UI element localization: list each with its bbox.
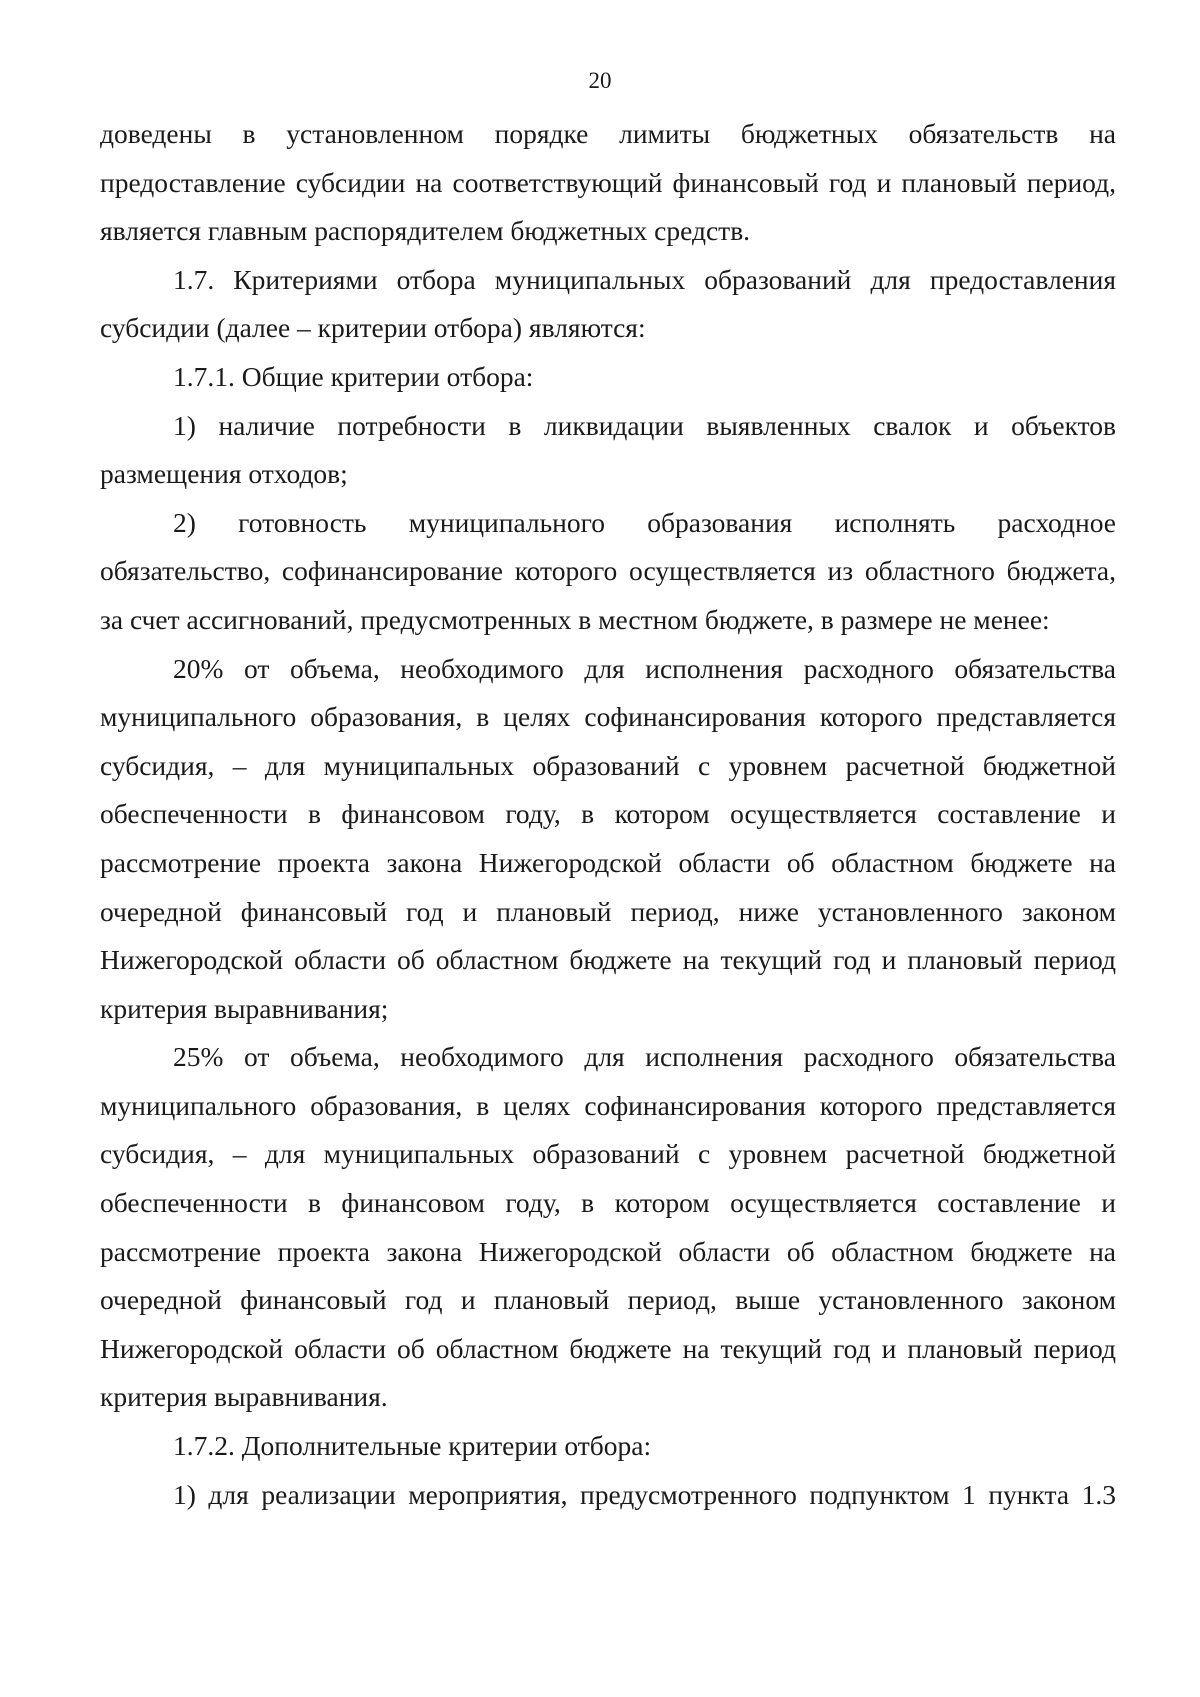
paragraph-20-percent: 20% от объема, необходимого для исполнения расходного обязательства муниципального образования, в целях софинансирования которого представляется субсидия, – для муниципальных образований с уровнем расчетной бюджетной обеспеченности в финансовом году, в котором осуществляется составление и рассмотрение проекта закона Нижегородской области об областном бюджете на очередной финансовый год и плановый период, ниже установленного законом Нижегородской области об областном бюджете на текущий год и плановый период критерия выравнивания; [100,652,1116,1024]
paragraph-additional-criteria-heading: 1.7.2. Дополнительные критерии отбора: [173,1430,652,1462]
paragraph-criterion-2: 2) готовность муниципального образования исполнять расходное обязательство, софинансирование которого осуществляется из областного бюджета, за счет ассигнований, предусмотренных в местном бюджете, в размере не менее: [100,506,1116,635]
paragraph-general-criteria-heading: 1.7.1. Общие критерии отбора: [173,360,534,392]
paragraph-criterion-1: 1) наличие потребности в ликвидации выявленных свалок и объектов размещения отходов; [100,409,1116,490]
paragraph-25-percent: 25% от объема, необходимого для исполнения расходного обязательства муниципального образования, в целях софинансирования которого представляется субсидия, – для муниципальных образований с уровнем расчетной бюджетной обеспеченности в финансовом году, в котором осуществляется составление и рассмотрение проекта закона Нижегородской области об областном бюджете на очередной финансовый год и плановый период, выше установленного законом Нижегородской области об областном бюджете на текущий год и плановый период критерия выравнивания. [100,1041,1116,1413]
page-number: 20 [588,68,612,93]
paragraph-criteria-intro: 1.7. Критериями отбора муниципальных образований для предоставления субсидии (далее – критерии отбора) являются: [100,263,1116,344]
paragraph-additional-criterion-1: 1) для реализации мероприятия, предусмотренного подпунктом 1 пункта 1.3 [173,1478,1116,1510]
document-body [100,110,1116,1519]
paragraph-continuation: доведены в установленном порядке лимиты бюджетных обязательств на предоставление субсидии на соответствующий финансовый год и плановый период, является главным распорядителем бюджетных средств. [100,118,1116,247]
